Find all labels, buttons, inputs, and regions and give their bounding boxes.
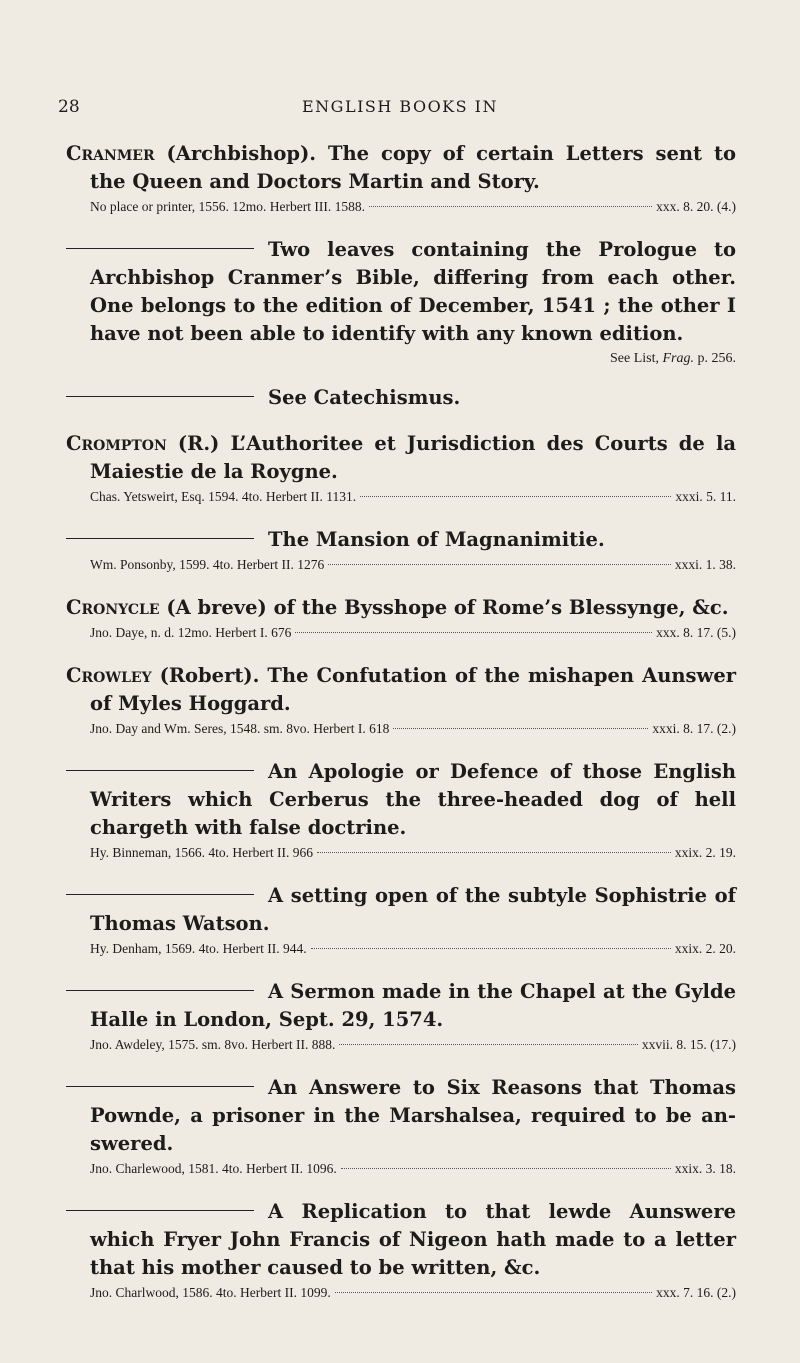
- imprint-line: [66, 486, 736, 508]
- entry-author: Cronycle: [66, 596, 160, 619]
- imprint-text: Jno. Charlewood, 1581. 4to. Herbert II. 1096.: [90, 1161, 337, 1176]
- entry-title-text: (Robert). The Confutation of the mishapen Aunswer of Myles Hoggard.: [90, 664, 736, 715]
- entry-title: [66, 526, 736, 554]
- entry-title-text: An Apologie or Defence of those English Writers which Cerberus the three-headed dog of hell chargeth with false doctrine.: [90, 760, 736, 839]
- entry-replication: [66, 1198, 736, 1304]
- entry-title-text: A Replication to that lewde Aunswere which Fryer John Francis of Nigeon hath made to a letter that his mother caused to be written, &c.: [90, 1200, 736, 1279]
- entry-title: [66, 882, 736, 938]
- dot-leader: [335, 1292, 652, 1293]
- entry-title-text: An Answere to Six Reasons that Thomas Pownde, a prisoner in the Marshalsea, required to be an- swered.: [90, 1076, 736, 1155]
- imprint-line: [66, 1158, 736, 1180]
- shelf-reference: xxx. 8. 17. (5.): [656, 625, 736, 640]
- entry-author: Crowley: [66, 664, 152, 687]
- dot-leader: [393, 728, 648, 729]
- entry-cranmer: [66, 140, 736, 218]
- imprint-line: [66, 622, 736, 644]
- running-head: ENGLISH BOOKS IN: [301, 97, 498, 116]
- reference-note: [66, 348, 736, 370]
- entry-cronycle: [66, 594, 736, 644]
- entry-author: Crompton: [66, 432, 167, 455]
- page-number: 28: [58, 97, 80, 117]
- entry-sermon: [66, 978, 736, 1056]
- entry-title: [66, 594, 736, 622]
- shelf-reference: xxx. 7. 16. (2.): [656, 1285, 736, 1300]
- ditto-dash: [66, 1086, 254, 1087]
- imprint-line: [66, 1282, 736, 1304]
- ditto-dash: [66, 538, 254, 539]
- ditto-dash: [66, 770, 254, 771]
- ditto-dash: [66, 396, 254, 397]
- imprint-text: Jno. Day and Wm. Seres, 1548. sm. 8vo. Herbert I. 618: [90, 721, 390, 736]
- shelf-reference: xxix. 2. 20.: [674, 941, 736, 956]
- entry-see-catechismus: [66, 384, 736, 412]
- note-suffix: p. 256.: [697, 351, 736, 366]
- entry-title-text: See Catechismus.: [268, 386, 461, 409]
- shelf-reference: xxxi. 1. 38.: [674, 557, 736, 572]
- imprint-line: [66, 938, 736, 960]
- entry-title-text: The Mansion of Magnanimitie.: [268, 528, 605, 551]
- dot-leader: [328, 564, 671, 565]
- imprint-text: No place or printer, 1556. 12mo. Herbert III. 1588.: [90, 199, 366, 214]
- imprint-text: Hy. Binneman, 1566. 4to. Herbert II. 966: [90, 845, 313, 860]
- entry-setting-open: [66, 882, 736, 960]
- imprint-text: Chas. Yetsweirt, Esq. 1594. 4to. Herbert II. 1131.: [90, 489, 357, 504]
- entry-crompton: [66, 430, 736, 508]
- entry-title: [66, 978, 736, 1034]
- dot-leader: [311, 948, 671, 949]
- dot-leader: [369, 206, 652, 207]
- imprint-text: Wm. Ponsonby, 1599. 4to. Herbert II. 1276: [90, 557, 325, 572]
- imprint-text: Hy. Denham, 1569. 4to. Herbert II. 944.: [90, 941, 307, 956]
- entry-title-text: (Archbishop). The copy of certain Letters sent to the Queen and Doctors Martin and Story.: [90, 142, 736, 193]
- imprint-line: [66, 718, 736, 740]
- ditto-dash: [66, 1210, 254, 1211]
- imprint-text: Jno. Charlwood, 1586. 4to. Herbert II. 1099.: [90, 1285, 331, 1300]
- entry-title: [66, 1074, 736, 1158]
- entry-mansion-magnanimitie: [66, 526, 736, 576]
- entry-answere: [66, 1074, 736, 1180]
- dot-leader: [341, 1168, 671, 1169]
- bibliography-entries: [66, 140, 736, 1322]
- imprint-line: [66, 554, 736, 576]
- entry-author: Cranmer: [66, 142, 155, 165]
- entry-crowley: [66, 662, 736, 740]
- dot-leader: [339, 1044, 638, 1045]
- ditto-dash: [66, 248, 254, 249]
- ditto-dash: [66, 894, 254, 895]
- imprint-line: [66, 1034, 736, 1056]
- entry-title: [66, 140, 736, 196]
- entry-title: [66, 662, 736, 718]
- note-italic: Frag.: [662, 351, 694, 366]
- entry-apologie: [66, 758, 736, 864]
- shelf-reference: xxxi. 8. 17. (2.): [652, 721, 736, 736]
- shelf-reference: xxx. 8. 20. (4.): [656, 199, 736, 214]
- entry-title-text: (A breve) of the Bysshope of Rome’s Blessynge, &c.: [159, 596, 729, 619]
- shelf-reference: xxxi. 5. 11.: [675, 489, 736, 504]
- ditto-dash: [66, 990, 254, 991]
- entry-title: [66, 430, 736, 486]
- dot-leader: [295, 632, 652, 633]
- page-header: [0, 97, 800, 119]
- entry-title-text: A Sermon made in the Chapel at the Gylde Halle in London, Sept. 29, 1574.: [90, 980, 736, 1031]
- dot-leader: [317, 852, 671, 853]
- imprint-line: [66, 196, 736, 218]
- entry-title: [66, 236, 736, 348]
- shelf-reference: xxvii. 8. 15. (17.): [641, 1037, 736, 1052]
- entry-title-text: Two leaves containing the Prologue to Archbishop Cranmer’s Bible, differing from each other. One belongs to the edition of December, 1541 ; the other I have not been able to identify with any known edition.: [90, 238, 736, 345]
- entry-title: [66, 758, 736, 842]
- entry-title: [66, 384, 736, 412]
- entry-prologue-leaves: [66, 236, 736, 370]
- imprint-line: [66, 842, 736, 864]
- dot-leader: [360, 496, 671, 497]
- shelf-reference: xxix. 2. 19.: [674, 845, 736, 860]
- entry-title-text: A setting open of the subtyle Sophistrie of Thomas Watson.: [90, 884, 736, 935]
- entry-title-text: (R.) L’Authoritee et Jurisdiction des Courts de la Maiestie de la Roygne.: [90, 432, 736, 483]
- entry-title: [66, 1198, 736, 1282]
- shelf-reference: xxix. 3. 18.: [674, 1161, 736, 1176]
- imprint-text: Jno. Awdeley, 1575. sm. 8vo. Herbert II. 888.: [90, 1037, 336, 1052]
- imprint-text: Jno. Daye, n. d. 12mo. Herbert I. 676: [90, 625, 292, 640]
- note-prefix: See List,: [610, 351, 659, 366]
